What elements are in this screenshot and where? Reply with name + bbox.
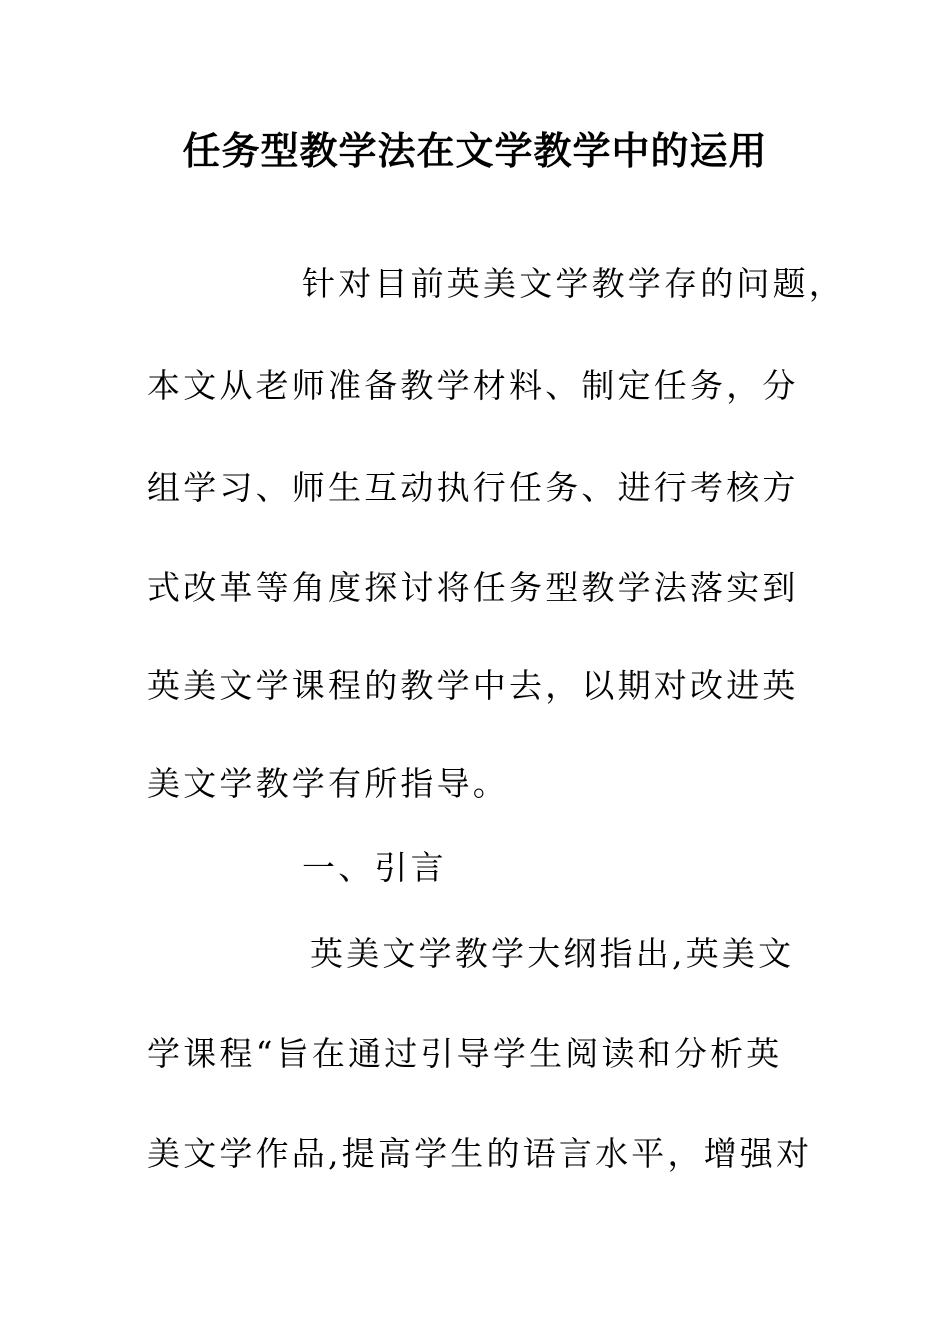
abstract-line-5: 英美文学课程的教学中去，以期对改进英: [147, 666, 799, 705]
document-title: 任务型教学法在文学教学中的运用: [182, 129, 768, 173]
abstract-line-4: 式改革等角度探讨将任务型教学法落实到: [147, 568, 799, 607]
body-line-3: 美文学作品,提高学生的语言水平，增强对: [147, 1134, 813, 1173]
section-heading: 一、引言: [302, 848, 447, 887]
abstract-line-2: 本文从老师准备教学材料、制定任务，分: [147, 366, 799, 405]
abstract-line-6: 美文学教学有所指导。: [147, 764, 509, 803]
abstract-line-1: 针对目前英美文学教学存的问题，: [302, 264, 845, 303]
body-line-2: 学课程“旨在通过引导学生阅读和分析英: [147, 1034, 783, 1073]
abstract-line-3: 组学习、师生互动执行任务、进行考核方: [147, 468, 799, 507]
body-line-1: 英美文学教学大纲指出,英美文: [310, 934, 795, 973]
